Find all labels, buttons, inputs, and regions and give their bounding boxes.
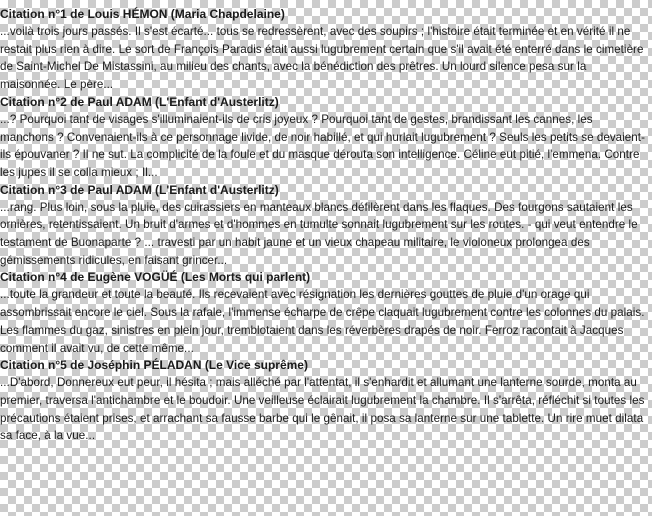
citation-text: ...rang. Plus loin, sous la pluie, des cuirassiers en manteaux blancs défilèrent dans les flaques. Des fourgons sautaient les ornières, retentissaient. Un bruit d'armes et d'hommes en tumulte sonnait lugubrement sur les routes. - qui veut entendre le testament de Buonaparte ? ... travesti par un habit jaune et un vieux chapeau militaire, le violoneux prolongea des gémissements ridicules, en faisant grincer... bbox=[0, 200, 638, 267]
citation-block bbox=[0, 357, 648, 445]
citation-block bbox=[0, 94, 648, 182]
citation-block bbox=[0, 6, 648, 94]
citation-heading: Citation n°4 de Eugène VOGÜÉ (Les Morts qui parlent) bbox=[0, 270, 311, 285]
citation-block bbox=[0, 182, 648, 270]
citation-heading: Citation n°3 de Paul ADAM (L'Enfant d'Austerlitz) bbox=[0, 182, 279, 197]
citation-heading: Citation n°1 de Louis HÉMON (Maria Chapdelaine) bbox=[0, 7, 285, 21]
citation-text: ...toute la grandeur et toute la beauté. Ils recevaient avec résignation les dernières gouttes de pluie d'un orage qui assombrissait encore le ciel. Sous la rafale, l'immense écharpe de crêpe claquait lugubrement contre les colonnes du palais. Les flammes du gaz, sinistres en plein jour, tremblotaient dans les réverbères drapés de noir. Ferroz racontait à Jacques comment il avait vu, de cette même... bbox=[0, 288, 645, 355]
citation-block bbox=[0, 269, 648, 357]
citation-text: ...voilà trois jours passés. Il s'est écarté... tous se redressèrent, avec des soupirs ; l'histoire était terminée et en vérité il ne restait plus rien à dire. Le sort de François Paradis était aussi lugubrement certain que s'il avait été enterré dans le cimetière de Saint-Michel De Mistassini, au milieu des chants, avec la bénédiction des prêtres. Un lourd silence pesa sur la maisonnée. Le père... bbox=[0, 25, 644, 92]
citation-text: ...? Pourquoi tant de visages s'illuminaient-ils de cris joyeux ? Pourquoi tant de gestes, brandissant les cannes, les manchons ? Convenaient-ils à ce personnage livide, de noir habillé, et qui hurlait lugubrement ? Seuls les petits se devaient-ils épouvaner ? Il ne sut. La complicité de la foule et du masque dérouta son intelligence. Céline eut pitié, l'emmena. Contre les jupes il se colla mieux ; Il... bbox=[0, 112, 645, 179]
citation-text: ...D'abord, Donnereux eut peur, il hésita ; mais alléché par l'attentat, il s'enhardit et allumant une lanterne sourde, monta au premier, traversa l'antichambre et le boudoir. Une veilleuse éclairait lugubrement la chambre. Il s'arrêta, réfléchit si toutes les précautions étaient prises, et arrachant sa fausse barbe qui le gênait, il posa sa lanterne sur une tablette. Un rire muet dilata sa face, à la vue... bbox=[0, 376, 645, 443]
citation-heading: Citation n°2 de Paul ADAM (L'Enfant d'Austerlitz) bbox=[0, 94, 279, 109]
citation-heading: Citation n°5 de Joséphin PÉLADAN (Le Vice suprême) bbox=[0, 358, 308, 373]
